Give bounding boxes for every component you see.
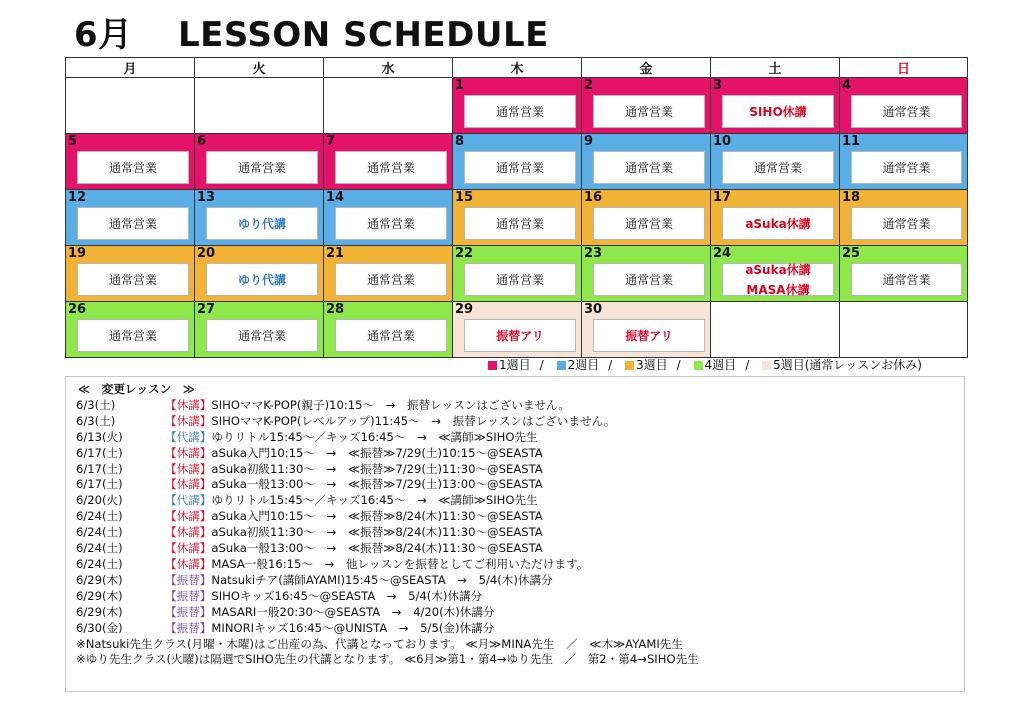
day-number: 14: [326, 190, 345, 205]
day-status-label: 通常営業: [882, 160, 931, 175]
calendar-day-cell: [453, 78, 582, 134]
change-row: [76, 477, 964, 493]
day-status-label: 通常営業: [495, 104, 544, 119]
day-number: 7: [326, 134, 336, 149]
change-detail: SIHOママK-POP(親子)10:15～ → 振替レッスンはございません。: [211, 397, 570, 412]
change-row: [76, 589, 964, 605]
footnote: ※Natsuki先生クラス(月曜・木曜)はご出産の為、代講となっております。 ≪月≫MINA先生 ／ ≪木≫AYAMI先生: [76, 636, 683, 651]
day-status-box: [851, 151, 962, 184]
change-detail: aSuka入門10:15～ → ≪振替≫8/24(木)11:30～@SEASTA: [211, 509, 543, 524]
calendar-week-row: [66, 134, 968, 190]
day-status-label: aSuka休講: [745, 216, 811, 231]
calendar-day-cell: [195, 302, 324, 358]
day-number: 27: [197, 302, 216, 317]
calendar-empty-cell: [711, 302, 840, 358]
change-row: [76, 525, 964, 541]
change-row: [76, 605, 964, 621]
change-date: 6/17(土): [76, 445, 123, 460]
day-status-box: [464, 95, 576, 128]
day-status-box: [335, 263, 447, 296]
day-status-label: 通常営業: [882, 104, 931, 119]
day-status-box: [335, 207, 447, 240]
day-status-box: [464, 151, 576, 184]
day-status-box: [722, 263, 834, 296]
day-number: 19: [68, 246, 87, 261]
change-detail: MINORIキッズ16:45～@UNISTA → 5/5(金)休講分: [211, 620, 495, 635]
day-status-box: [464, 263, 576, 296]
day-status-label: 通常営業: [624, 216, 673, 231]
calendar-day-cell: [582, 190, 711, 246]
day-status-box: [206, 151, 318, 184]
change-date: 6/3(土): [76, 413, 116, 428]
calendar-empty-cell: [840, 302, 968, 358]
calendar-day-cell: [66, 134, 195, 190]
day-status-label: 通常営業: [366, 272, 415, 287]
change-row: [76, 430, 964, 446]
weekday-sat: 土: [711, 58, 840, 78]
page-title: [74, 14, 549, 56]
day-number: 28: [326, 302, 345, 317]
day-status-label: 通常営業: [108, 272, 157, 287]
calendar-day-cell: [840, 190, 968, 246]
calendar-day-cell: [66, 246, 195, 302]
day-number: 21: [326, 246, 345, 261]
change-type-tag: 【代講】: [165, 493, 212, 508]
change-row: [76, 541, 964, 557]
day-status-box: [77, 151, 189, 184]
change-date: 6/24(土): [76, 509, 123, 524]
change-date: 6/30(金): [76, 620, 123, 635]
day-status-label: 通常営業: [624, 104, 673, 119]
change-date: 6/17(土): [76, 477, 123, 492]
calendar-week-row: [66, 78, 968, 134]
calendar-week-row: [66, 246, 968, 302]
day-status-label: 通常営業: [624, 272, 673, 287]
change-date: 6/17(土): [76, 461, 123, 476]
change-row: [76, 446, 964, 462]
change-type-tag: 【休講】: [165, 477, 212, 492]
changes-heading: ≪ 変更レッスン ≫: [78, 382, 195, 396]
change-detail: ゆりリトル15:45～／キッズ16:45～ → ≪講師≫SIHO先生: [211, 429, 538, 444]
calendar-empty-cell: [66, 78, 195, 134]
calendar-day-cell: [453, 134, 582, 190]
day-status-label: 通常営業: [108, 160, 157, 175]
weekday-wed: 水: [324, 58, 453, 78]
calendar-empty-cell: [195, 78, 324, 134]
change-date: 6/29(木): [76, 572, 123, 587]
day-status-box: [722, 95, 834, 128]
change-detail: MASARI一般20:30～@SEASTA → 4/20(木)休講分: [211, 604, 495, 619]
day-number: 20: [197, 246, 216, 261]
legend-swatch: [694, 361, 703, 370]
calendar-week-row: [66, 190, 968, 246]
day-number: 13: [197, 190, 216, 205]
legend-item: 1週目: [488, 358, 531, 372]
day-status-label: 通常営業: [366, 160, 415, 175]
day-status-label: 通常営業: [882, 216, 931, 231]
calendar-day-cell: [582, 302, 711, 358]
change-type-tag: 【休講】: [165, 397, 212, 412]
legend-item: 4週目: [694, 358, 737, 372]
change-row: [76, 414, 964, 430]
day-status-label: 通常営業: [366, 328, 415, 343]
day-status-box: [77, 263, 189, 296]
day-status-box: [77, 207, 189, 240]
day-status-label: 通常営業: [495, 272, 544, 287]
day-status-box: [335, 319, 447, 352]
day-status-label: 通常営業: [624, 160, 673, 175]
day-number: 10: [713, 134, 732, 149]
change-type-tag: 【振替】: [165, 588, 212, 603]
change-type-tag: 【振替】: [165, 572, 212, 587]
day-status-box: [851, 207, 962, 240]
calendar-day-cell: [324, 190, 453, 246]
calendar-day-cell: [711, 190, 840, 246]
change-detail: aSuka入門10:15～ → ≪振替≫7/29(土)10:15～@SEASTA: [211, 445, 543, 460]
change-date: 6/24(土): [76, 525, 123, 540]
calendar-day-cell: [453, 246, 582, 302]
weekday-thu: 木: [453, 58, 582, 78]
change-type-tag: 【休講】: [165, 556, 212, 571]
day-status-box: [593, 95, 705, 128]
footnote: ※ゆり先生クラス(火曜)は隔週でSIHO先生の代講となります。 ≪6月≫第1・第4→ゆり先生 ／ 第2・第4→SIHO先生: [76, 652, 699, 667]
calendar-day-cell: [195, 246, 324, 302]
day-status-label: ゆり代講: [237, 272, 286, 287]
day-status-box: [593, 319, 705, 352]
day-number: 8: [455, 134, 465, 149]
change-detail: SIHOママK-POP(レベルアップ)11:45～ → 振替レッスンはございません。: [211, 413, 616, 428]
calendar-day-cell: [324, 134, 453, 190]
day-status-box: [335, 151, 447, 184]
day-number: 11: [842, 134, 861, 149]
change-date: 6/13(火): [76, 429, 123, 444]
week-color-legend: 1週目 / 2週目 / 3週目 / 4週目 / 5週目(通常レッスンお休み): [488, 356, 922, 374]
day-status-box: [593, 263, 705, 296]
day-number: 29: [455, 302, 474, 317]
day-status-label: aSuka休講: [745, 262, 811, 277]
day-status-box: [851, 95, 962, 128]
day-number: 16: [584, 190, 603, 205]
calendar-day-cell: [195, 190, 324, 246]
day-status-label: 通常営業: [495, 160, 544, 175]
day-status-box: [464, 207, 576, 240]
change-type-tag: 【休講】: [165, 525, 212, 540]
day-number: 12: [68, 190, 87, 205]
day-status-label: 通常営業: [882, 272, 931, 287]
change-type-tag: 【休講】: [165, 445, 212, 460]
calendar-day-cell: [840, 78, 968, 134]
day-number: 25: [842, 246, 861, 261]
change-date: 6/24(土): [76, 556, 123, 571]
change-date: 6/29(木): [76, 588, 123, 603]
change-date: 6/29(木): [76, 604, 123, 619]
lesson-changes-panel: [65, 376, 965, 692]
weekday-tue: 火: [195, 58, 324, 78]
calendar-empty-cell: [324, 78, 453, 134]
day-status-label: 通常営業: [108, 328, 157, 343]
day-status-label: 通常営業: [753, 160, 802, 175]
day-status-label: 通常営業: [237, 160, 286, 175]
day-status-label: MASA休講: [746, 282, 810, 297]
change-detail: aSuka一般13:00～ → ≪振替≫7/29(土)13:00～@SEASTA: [211, 477, 543, 492]
calendar-day-cell: [711, 78, 840, 134]
change-row: [76, 573, 964, 589]
weekday-mon: 月: [66, 58, 195, 78]
day-status-label: 通常営業: [108, 216, 157, 231]
change-type-tag: 【振替】: [165, 620, 212, 635]
change-date: 6/3(土): [76, 397, 116, 412]
change-type-tag: 【休講】: [165, 541, 212, 556]
day-status-box: [77, 319, 189, 352]
month-label: 6月: [74, 15, 133, 55]
day-number: 26: [68, 302, 87, 317]
day-status-box: [593, 151, 705, 184]
calendar-day-cell: [195, 134, 324, 190]
day-number: 3: [713, 78, 723, 93]
calendar-day-cell: [582, 78, 711, 134]
day-number: 4: [842, 78, 852, 93]
change-detail: Natsukiチア(講師AYAMI)15:45～@SEASTA → 5/4(木)休講分: [211, 572, 553, 587]
day-number: 15: [455, 190, 474, 205]
day-status-label: 通常営業: [237, 328, 286, 343]
day-status-label: 振替アリ: [625, 328, 673, 343]
changes-list: [76, 398, 964, 637]
day-number: 5: [68, 134, 78, 149]
day-number: 6: [197, 134, 207, 149]
day-status-box: [851, 263, 962, 296]
day-status-box: [593, 207, 705, 240]
legend-swatch: [625, 361, 634, 370]
day-status-box: [206, 207, 318, 240]
change-detail: aSuka一般13:00～ → ≪振替≫8/24(木)11:30～@SEASTA: [211, 541, 543, 556]
change-detail: SIHOキッズ16:45～@SEASTA → 5/4(木)休講分: [211, 588, 483, 603]
change-type-tag: 【休講】: [165, 413, 212, 428]
day-number: 2: [584, 78, 594, 93]
legend-item: 2週目: [557, 358, 600, 372]
change-detail: ゆりリトル15:45～／キッズ16:45～ → ≪講師≫SIHO先生: [211, 493, 538, 508]
legend-swatch: [557, 361, 566, 370]
change-type-tag: 【振替】: [165, 604, 212, 619]
change-type-tag: 【休講】: [165, 461, 212, 476]
change-row: [76, 493, 964, 509]
calendar-week-row: [66, 302, 968, 358]
calendar-day-cell: [324, 246, 453, 302]
legend-item: 5週目(通常レッスンお休み): [762, 358, 922, 372]
change-row: [76, 557, 964, 573]
change-row: [76, 509, 964, 525]
day-status-label: 通常営業: [366, 216, 415, 231]
calendar-grid: [65, 57, 968, 358]
day-number: 23: [584, 246, 603, 261]
day-status-label: SIHO休講: [749, 104, 807, 119]
day-status-box: [206, 263, 318, 296]
change-detail: aSuka初級11:30～ → ≪振替≫7/29(土)11:30～@SEASTA: [211, 461, 543, 476]
calendar-day-cell: [324, 302, 453, 358]
calendar-day-cell: [711, 246, 840, 302]
day-status-label: ゆり代講: [237, 216, 286, 231]
weekday-fri: 金: [582, 58, 711, 78]
calendar-day-cell: [453, 190, 582, 246]
day-number: 30: [584, 302, 603, 317]
calendar-day-cell: [840, 134, 968, 190]
schedule-title: LESSON SCHEDULE: [178, 15, 549, 55]
day-number: 17: [713, 190, 732, 205]
weekday-sun: 日: [840, 58, 968, 78]
legend-swatch: [488, 361, 497, 370]
change-detail: aSuka初級11:30～ → ≪振替≫8/24(木)11:30～@SEASTA: [211, 525, 543, 540]
calendar-day-cell: [582, 246, 711, 302]
day-number: 22: [455, 246, 474, 261]
change-row: [76, 621, 964, 637]
day-status-box: [206, 319, 318, 352]
legend-swatch: [762, 361, 771, 370]
day-number: 9: [584, 134, 594, 149]
day-status-box: [464, 319, 576, 352]
change-date: 6/24(土): [76, 541, 123, 556]
weekday-header-row: [66, 58, 968, 78]
day-number: 18: [842, 190, 861, 205]
calendar-day-cell: [840, 246, 968, 302]
day-number: 1: [455, 78, 465, 93]
change-row: [76, 398, 964, 414]
calendar-day-cell: [66, 190, 195, 246]
calendar-day-cell: [453, 302, 582, 358]
day-number: 24: [713, 246, 732, 261]
calendar-day-cell: [582, 134, 711, 190]
day-status-box: [722, 151, 834, 184]
change-row: [76, 462, 964, 478]
change-date: 6/20(火): [76, 493, 123, 508]
day-status-label: 振替アリ: [496, 328, 544, 343]
calendar-day-cell: [66, 302, 195, 358]
day-status-box: [722, 207, 834, 240]
change-type-tag: 【休講】: [165, 509, 212, 524]
change-type-tag: 【代講】: [165, 429, 212, 444]
day-status-label: 通常営業: [495, 216, 544, 231]
legend-item: 3週目: [625, 358, 668, 372]
calendar-day-cell: [711, 134, 840, 190]
change-detail: MASA一般16:15～ → 他レッスンを振替としてご利用いただけます。: [211, 556, 589, 571]
